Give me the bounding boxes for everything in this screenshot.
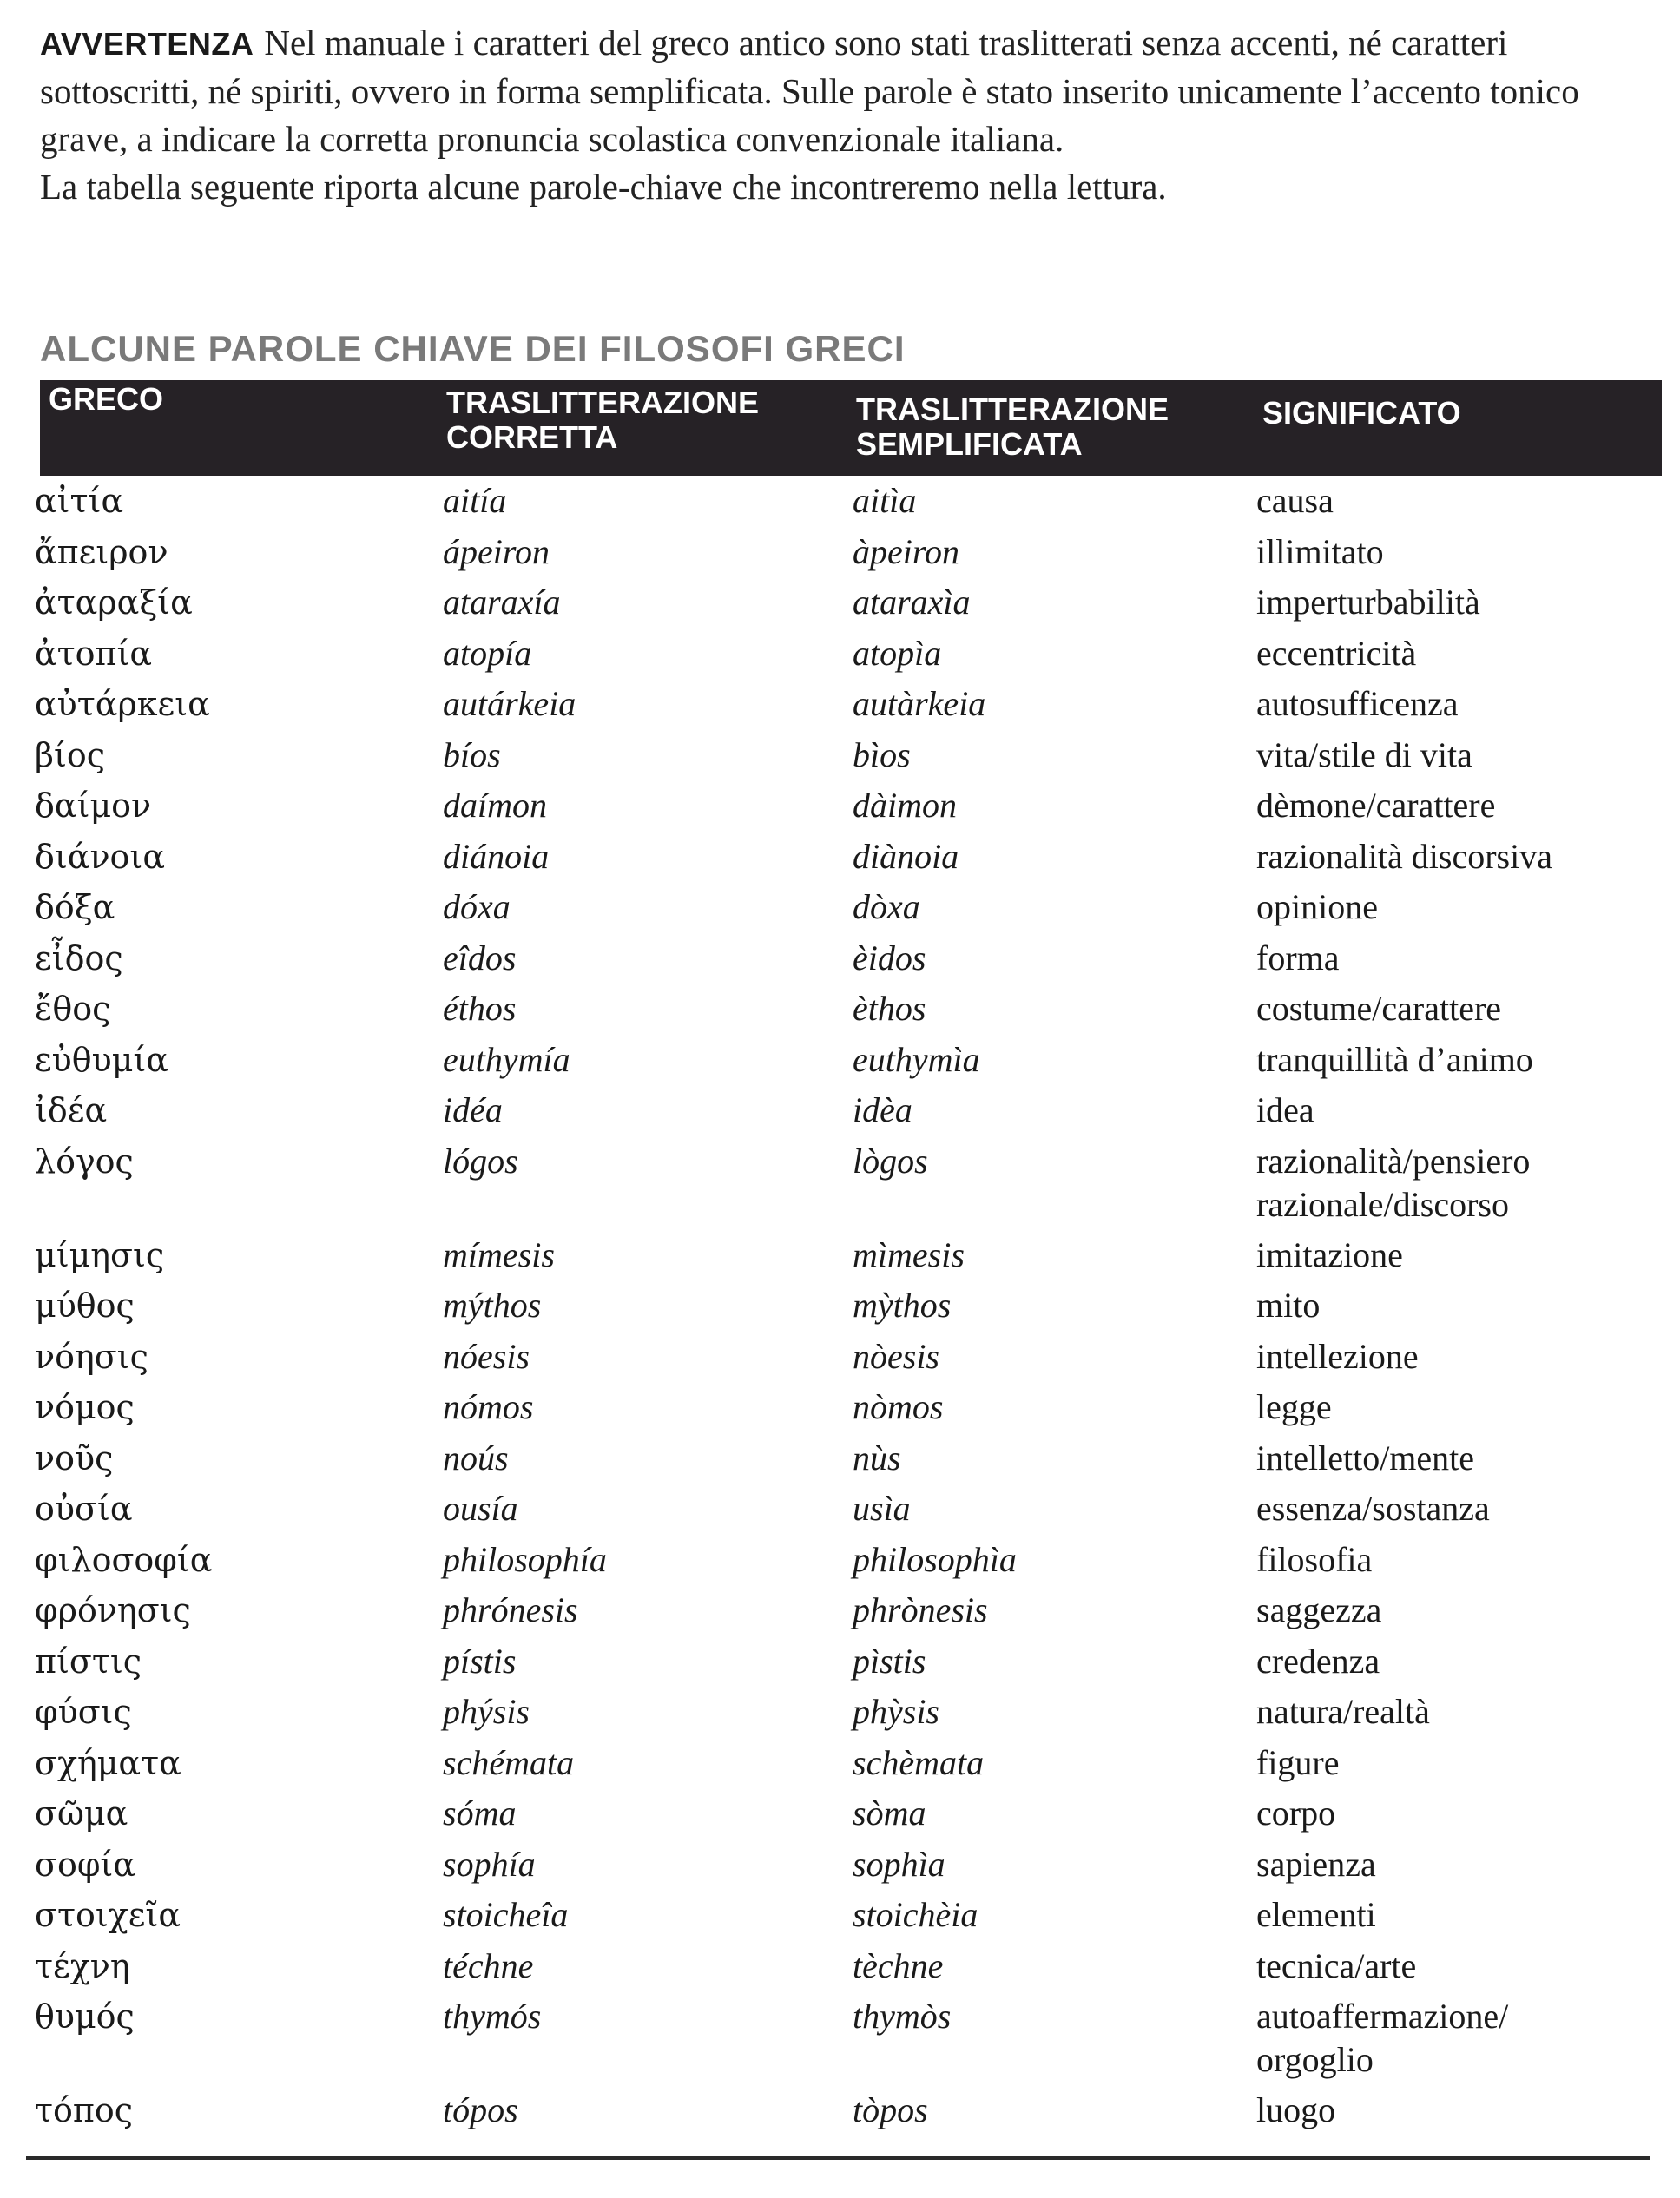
simple-transliteration-cell: nòmos <box>853 1387 944 1426</box>
meaning-cell <box>1256 835 1552 879</box>
meaning-line: autoaffermazione/ <box>1256 1997 1509 2036</box>
correct-transliteration-cell: ápeiron <box>443 531 550 571</box>
meaning-cell <box>1256 1335 1419 1379</box>
meaning-cell <box>1256 1893 1376 1937</box>
simple-transliteration-cell: idèa <box>853 1090 912 1129</box>
greek-cell: νόμος <box>35 1388 135 1426</box>
simple-transliteration-cell: phỳsis <box>853 1692 939 1731</box>
meaning-line: filosofia <box>1256 1539 1373 1579</box>
table-row <box>0 1140 1680 1234</box>
header-corretta-line1: TRASLITTERAZIONE <box>446 385 759 420</box>
correct-transliteration-cell: atopía <box>443 633 532 673</box>
simple-transliteration-cell: lògos <box>853 1141 928 1181</box>
meaning-line: imitazione <box>1256 1234 1403 1274</box>
simple-transliteration-cell: sophìa <box>853 1844 945 1884</box>
meaning-cell <box>1256 1234 1403 1277</box>
correct-transliteration-cell: éthos <box>443 989 517 1028</box>
meaning-line: razionale/discorso <box>1256 1184 1509 1224</box>
correct-transliteration-cell: thymós <box>443 1997 542 2036</box>
meaning-line: legge <box>1256 1387 1332 1426</box>
correct-transliteration-cell: bíos <box>443 734 501 774</box>
simple-transliteration-cell: tèchne <box>853 1945 944 1985</box>
table-row <box>0 1640 1680 1691</box>
meaning-line: sapienza <box>1256 1844 1376 1884</box>
table-row <box>0 937 1680 988</box>
table-row <box>0 1843 1680 1894</box>
table-header <box>40 380 1662 476</box>
greek-cell: φιλοσοφία <box>35 1540 213 1579</box>
meaning-cell <box>1256 1640 1380 1683</box>
table-row <box>0 1385 1680 1437</box>
correct-transliteration-cell: nómos <box>443 1387 534 1426</box>
meaning-line: vita/stile di vita <box>1256 734 1472 774</box>
correct-transliteration-cell: philosophía <box>443 1539 607 1579</box>
greek-cell: τόπος <box>35 2091 134 2129</box>
meaning-cell <box>1256 1385 1332 1429</box>
simple-transliteration-cell: àpeiron <box>853 531 959 571</box>
greek-cell: νόησις <box>35 1337 148 1376</box>
simple-transliteration-cell: phrònesis <box>853 1590 988 1629</box>
meaning-cell <box>1256 632 1416 675</box>
table-row <box>0 2089 1680 2140</box>
meaning-line: intellezione <box>1256 1336 1419 1376</box>
correct-transliteration-cell: diánoia <box>443 836 550 876</box>
correct-transliteration-cell: aitía <box>443 481 507 520</box>
greek-cell: θυμός <box>35 1997 135 2036</box>
greek-cell: νοῦς <box>35 1438 114 1477</box>
correct-transliteration-cell: idéa <box>443 1090 503 1129</box>
greek-cell: ἄπειρον <box>35 532 168 571</box>
meaning-line: causa <box>1256 481 1334 520</box>
greek-cell: εὐθυμία <box>35 1040 169 1079</box>
meaning-cell <box>1256 1437 1474 1480</box>
greek-cell: αἰτία <box>35 482 124 520</box>
correct-transliteration-cell: eîdos <box>443 938 517 977</box>
header-significato: SIGNIFICATO <box>1262 395 1461 431</box>
table-row <box>0 1234 1680 1285</box>
meaning-line: tecnica/arte <box>1256 1945 1417 1985</box>
greek-cell: σοφία <box>35 1845 135 1884</box>
meaning-line: imperturbabilità <box>1256 582 1480 622</box>
meaning-line: saggezza <box>1256 1590 1382 1629</box>
simple-transliteration-cell: stoichèia <box>853 1895 978 1934</box>
meaning-line: figure <box>1256 1742 1340 1782</box>
notice-text: Nel manuale i caratteri del greco antico sono stati traslitterati senza accenti, né caratteri sottoscritti, né spiriti, ovvero in forma semplificata. Sulle parole è stato inserito unicamente l’accento tonico grave, a indicare la corretta pronuncia scolastica convenzionale italiana. <box>40 23 1579 159</box>
greek-cell: τέχνη <box>35 1946 130 1985</box>
simple-transliteration-cell: dòxa <box>853 887 920 926</box>
table-row <box>0 530 1680 582</box>
meaning-cell <box>1256 1741 1340 1785</box>
greek-cell: ἀτοπία <box>35 634 153 673</box>
greek-cell: φύσις <box>35 1693 132 1731</box>
correct-transliteration-cell: sophía <box>443 1844 536 1884</box>
table-row <box>0 1792 1680 1843</box>
meaning-cell <box>1256 530 1384 574</box>
simple-transliteration-cell: atopìa <box>853 633 942 673</box>
meaning-cell <box>1256 937 1340 980</box>
meaning-cell <box>1256 479 1334 523</box>
greek-cell: σῶμα <box>35 1794 128 1833</box>
meaning-line: costume/carattere <box>1256 989 1502 1028</box>
meaning-cell <box>1256 1538 1372 1582</box>
greek-cell: οὐσία <box>35 1490 133 1528</box>
table-row <box>0 1690 1680 1741</box>
table-row <box>0 885 1680 937</box>
table-row <box>0 1038 1680 1089</box>
simple-transliteration-cell: thymòs <box>853 1997 952 2036</box>
correct-transliteration-cell: téchne <box>443 1945 534 1985</box>
simple-transliteration-cell: ataraxìa <box>853 582 971 622</box>
table-title: ALCUNE PAROLE CHIAVE DEI FILOSOFI GRECI <box>40 328 906 369</box>
correct-transliteration-cell: noús <box>443 1438 509 1477</box>
greek-cell: εἶδος <box>35 938 123 977</box>
simple-transliteration-cell: diànoia <box>853 836 959 876</box>
header-corretta <box>446 385 759 455</box>
meaning-cell <box>1256 1995 1508 2082</box>
simple-transliteration-cell: aitìa <box>853 481 917 520</box>
table-row <box>0 987 1680 1038</box>
table-row <box>0 734 1680 785</box>
simple-transliteration-cell: schèmata <box>853 1742 985 1782</box>
meaning-line: idea <box>1256 1090 1314 1129</box>
table-row <box>0 835 1680 886</box>
correct-transliteration-cell: sóma <box>443 1793 517 1833</box>
simple-transliteration-cell: tòpos <box>853 2090 928 2129</box>
notice-paragraph <box>40 19 1664 163</box>
simple-transliteration-cell: usìa <box>853 1489 911 1528</box>
correct-transliteration-cell: pístis <box>443 1641 517 1681</box>
meaning-line: razionalità discorsiva <box>1256 836 1552 876</box>
meaning-line: essenza/sostanza <box>1256 1489 1490 1528</box>
meaning-line: eccentricità <box>1256 633 1417 673</box>
meaning-line: mito <box>1256 1286 1321 1325</box>
meaning-line: illimitato <box>1256 531 1384 571</box>
meaning-line: orgoglio <box>1256 2040 1374 2079</box>
greek-cell: δαίμον <box>35 786 152 825</box>
correct-transliteration-cell: dóxa <box>443 887 511 926</box>
notice-paragraph-2: La tabella seguente riporta alcune parole-chiave che incontreremo nella lettura. <box>40 167 1167 207</box>
meaning-line: autosufficenza <box>1256 684 1459 723</box>
table-row <box>0 632 1680 683</box>
table-row <box>0 1741 1680 1793</box>
meaning-cell <box>1256 1589 1381 1632</box>
correct-transliteration-cell: schémata <box>443 1742 575 1782</box>
meaning-line: intelletto/mente <box>1256 1438 1475 1477</box>
meaning-cell <box>1256 1284 1320 1327</box>
correct-transliteration-cell: tópos <box>443 2090 518 2129</box>
simple-transliteration-cell: bìos <box>853 734 911 774</box>
meaning-line: natura/realtà <box>1256 1692 1430 1731</box>
greek-cell: ἀταραξία <box>35 583 193 622</box>
table-body <box>0 479 1680 2140</box>
greek-cell: στοιχεῖα <box>35 1896 181 1934</box>
meaning-cell <box>1256 1843 1376 1886</box>
greek-cell: μύθος <box>35 1287 135 1325</box>
simple-transliteration-cell: nùs <box>853 1438 901 1477</box>
meaning-line: forma <box>1256 938 1340 977</box>
table-row <box>0 479 1680 530</box>
correct-transliteration-cell: stoicheîa <box>443 1895 569 1934</box>
simple-transliteration-cell: nòesis <box>853 1336 939 1376</box>
meaning-cell <box>1256 1038 1533 1082</box>
greek-cell: αὐτάρκεια <box>35 685 210 723</box>
table-row <box>0 1945 1680 1996</box>
simple-transliteration-cell: pìstis <box>853 1641 926 1681</box>
correct-transliteration-cell: phýsis <box>443 1692 530 1731</box>
correct-transliteration-cell: daímon <box>443 786 547 825</box>
greek-cell: ἰδέα <box>35 1091 108 1129</box>
correct-transliteration-cell: ousía <box>443 1489 518 1528</box>
meaning-line: opinione <box>1256 887 1378 926</box>
header-semplificata <box>856 392 1169 462</box>
table-row <box>0 1284 1680 1335</box>
meaning-cell <box>1256 1792 1335 1835</box>
simple-transliteration-cell: mìmesis <box>853 1234 965 1274</box>
meaning-cell <box>1256 784 1495 827</box>
table-row <box>0 1089 1680 1140</box>
correct-transliteration-cell: mímesis <box>443 1234 555 1274</box>
meaning-cell <box>1256 2089 1335 2132</box>
meaning-line: razionalità/pensiero <box>1256 1141 1531 1181</box>
table-row <box>0 784 1680 835</box>
table-row <box>0 1437 1680 1488</box>
meaning-cell <box>1256 734 1472 777</box>
meaning-line: credenza <box>1256 1641 1380 1681</box>
header-greco: GRECO <box>49 381 164 417</box>
table-row <box>0 1335 1680 1386</box>
table-row <box>0 682 1680 734</box>
simple-transliteration-cell: philosophìa <box>853 1539 1017 1579</box>
correct-transliteration-cell: phrónesis <box>443 1590 578 1629</box>
correct-transliteration-cell: autárkeia <box>443 684 576 723</box>
meaning-cell <box>1256 885 1378 929</box>
simple-transliteration-cell: èidos <box>853 938 926 977</box>
meaning-line: luogo <box>1256 2090 1336 2129</box>
table-row <box>0 1995 1680 2089</box>
greek-cell: δόξα <box>35 888 115 926</box>
meaning-cell <box>1256 1945 1416 1988</box>
notice-label: AVVERTENZA <box>40 26 254 62</box>
bottom-rule <box>26 2156 1650 2160</box>
meaning-cell <box>1256 987 1501 1030</box>
meaning-cell <box>1256 682 1458 726</box>
greek-cell: λόγος <box>35 1142 134 1181</box>
meaning-line: corpo <box>1256 1793 1336 1833</box>
table-row <box>0 1589 1680 1640</box>
correct-transliteration-cell: ataraxía <box>443 582 561 622</box>
greek-cell: φρόνησις <box>35 1591 191 1629</box>
simple-transliteration-cell: èthos <box>853 989 926 1028</box>
correct-transliteration-cell: lógos <box>443 1141 518 1181</box>
greek-cell: μίμησις <box>35 1235 165 1274</box>
simple-transliteration-cell: dàimon <box>853 786 957 825</box>
simple-transliteration-cell: euthymìa <box>853 1039 980 1079</box>
correct-transliteration-cell: nóesis <box>443 1336 530 1376</box>
table-row <box>0 1893 1680 1945</box>
meaning-cell <box>1256 1690 1430 1734</box>
header-corretta-line2: CORRETTA <box>446 419 618 455</box>
header-semplificata-line1: TRASLITTERAZIONE <box>856 392 1169 427</box>
greek-cell: βίος <box>35 735 106 774</box>
greek-cell: σχήματα <box>35 1743 181 1782</box>
meaning-line: elementi <box>1256 1895 1376 1934</box>
correct-transliteration-cell: mýthos <box>443 1286 542 1325</box>
meaning-cell <box>1256 1089 1314 1132</box>
table-row <box>0 581 1680 632</box>
correct-transliteration-cell: euthymía <box>443 1039 570 1079</box>
meaning-line: dèmone/carattere <box>1256 786 1496 825</box>
greek-cell: διάνοια <box>35 837 165 876</box>
simple-transliteration-cell: sòma <box>853 1793 926 1833</box>
table-row <box>0 1487 1680 1538</box>
greek-cell: ἔθος <box>35 990 111 1028</box>
meaning-line: tranquillità d’animo <box>1256 1039 1533 1079</box>
simple-transliteration-cell: mỳthos <box>853 1286 952 1325</box>
header-semplificata-line2: SEMPLIFICATA <box>856 426 1083 462</box>
simple-transliteration-cell: autàrkeia <box>853 684 986 723</box>
meaning-cell <box>1256 1487 1490 1530</box>
notice-block <box>40 19 1664 211</box>
greek-cell: πίστις <box>35 1642 142 1681</box>
meaning-cell <box>1256 581 1480 624</box>
meaning-cell <box>1256 1140 1530 1227</box>
table-row <box>0 1538 1680 1589</box>
